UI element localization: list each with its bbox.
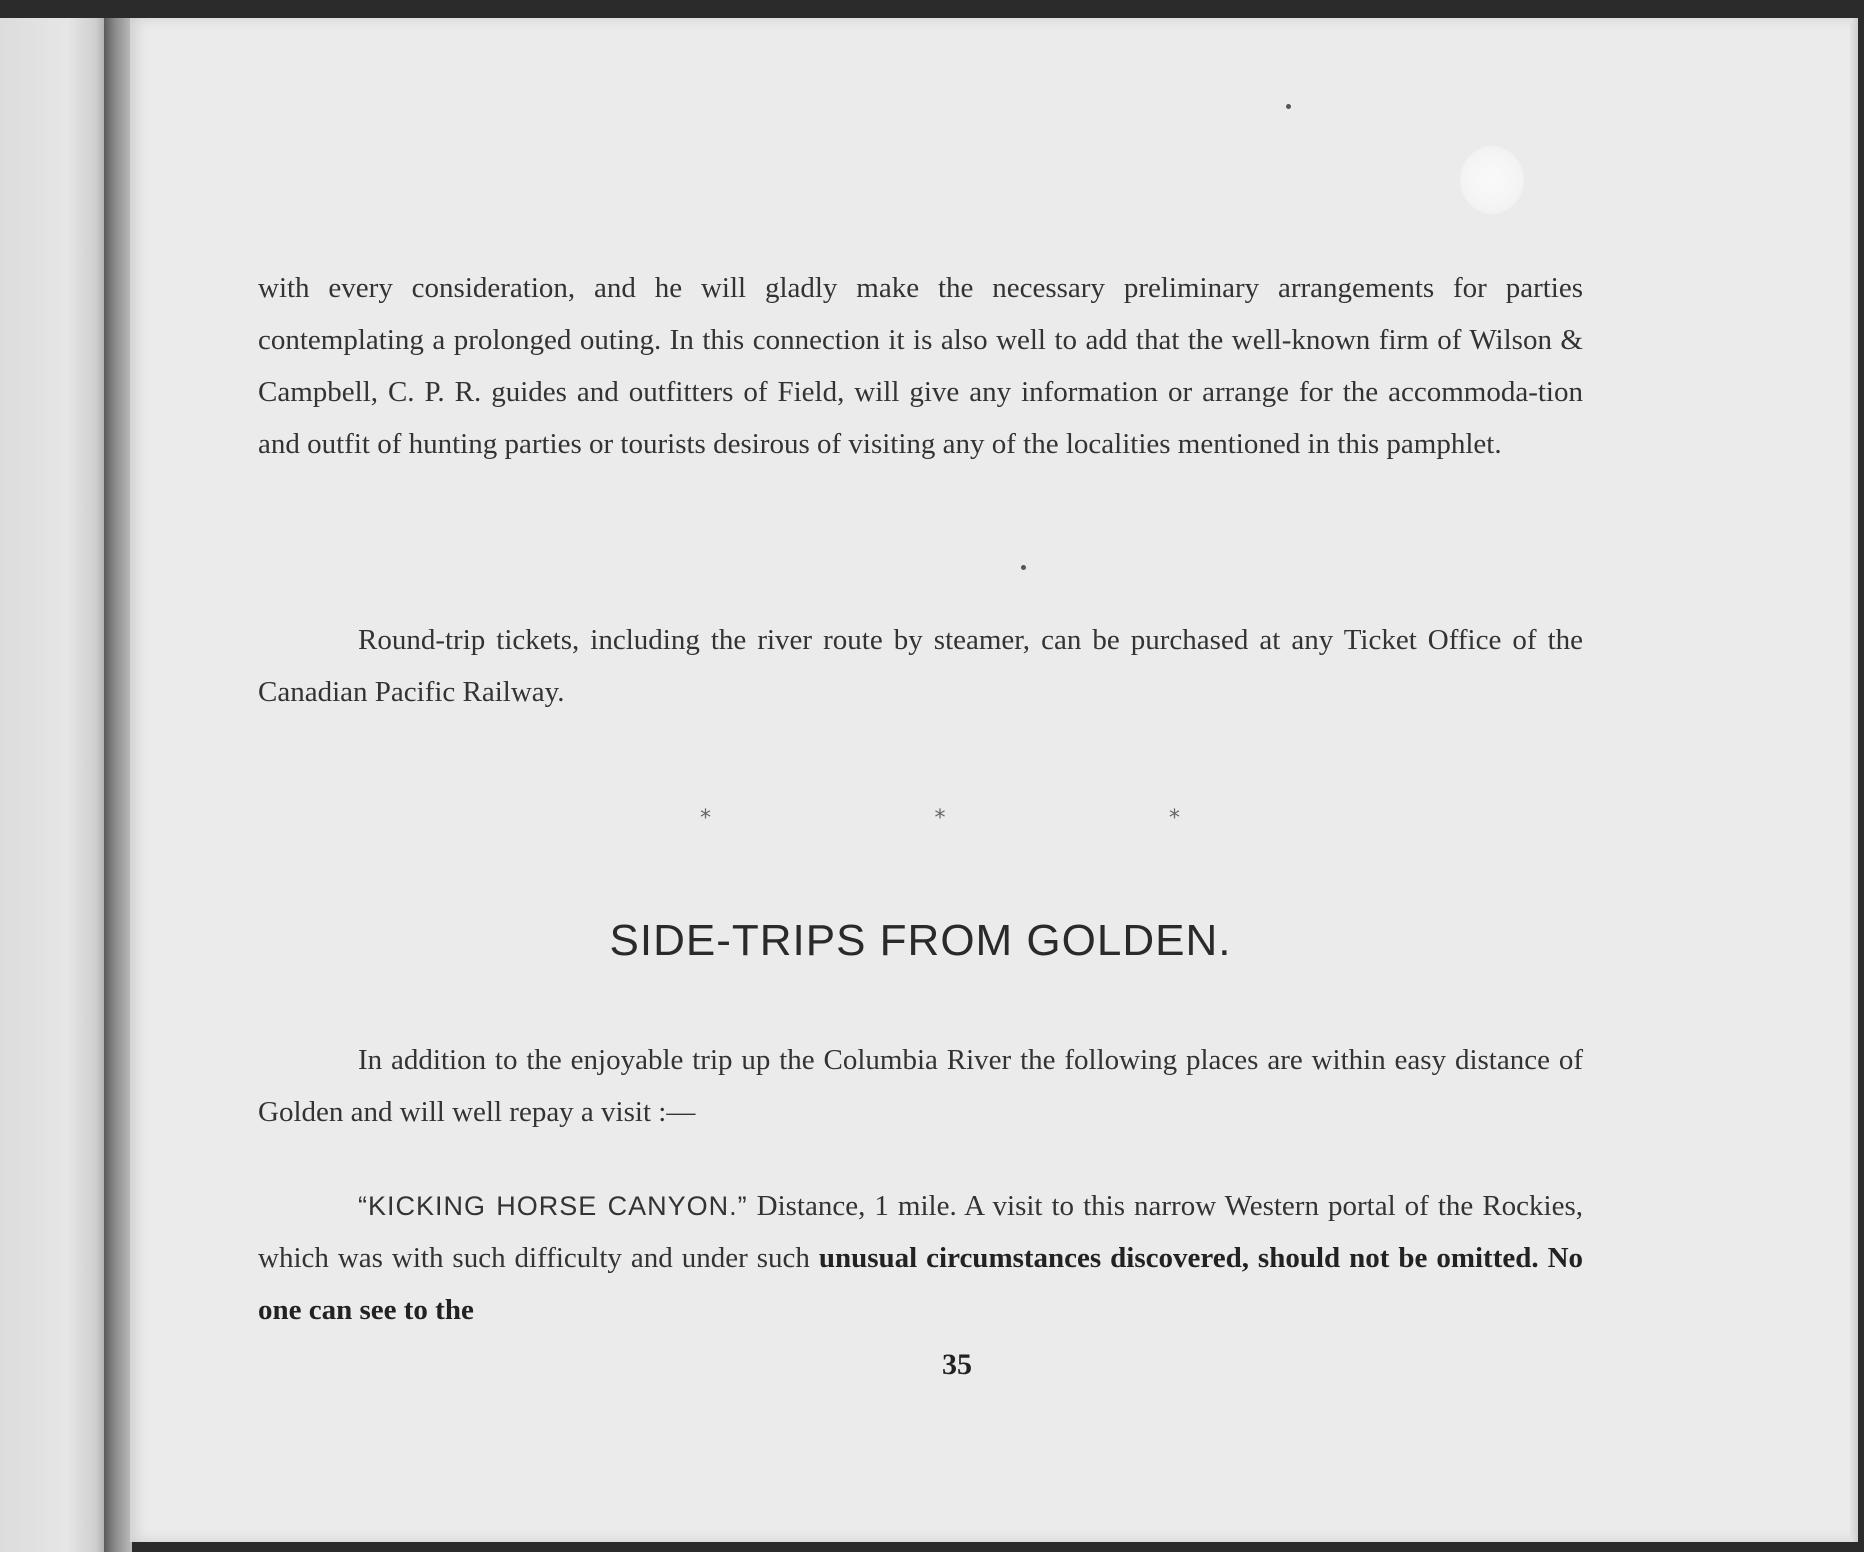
paragraph-4-text: Distance, 1 mile. A visit to this narrow Western portal of the Rockies, which was with such difficulty and under such <box>258 1190 1583 1274</box>
paragraph-kicking-horse <box>258 1180 1583 1336</box>
paragraph-1-text: with every consideration, and he will gladly make the necessary preliminary arrangements for parties contemplating a prolonged outing. In this connection it is also well to add that the well-known firm of Wilson & Campbell, C. P. R. guides and outfitters of Field, will give any information or arrange for the accommoda-tion and outfit of hunting parties or tourists desirous of visiting any of the localities mentioned in this pamphlet. <box>258 272 1583 460</box>
separator-asterisk: * <box>934 806 946 831</box>
separator-asterisk: * <box>700 806 711 831</box>
paragraph-4-bold-text: unusual circumstances discovered, should not be omitted. No one can see to the <box>258 1242 1584 1326</box>
book-spine <box>104 18 132 1552</box>
paragraph-4 <box>258 1180 1583 1336</box>
page-number: 35 <box>942 1348 972 1381</box>
left-page-edge <box>0 18 112 1552</box>
section-separator <box>700 806 1180 831</box>
paragraph-intro <box>258 1034 1583 1138</box>
place-name: “KICKING HORSE CANYON.” <box>358 1191 748 1221</box>
paragraph-continuation <box>258 262 1583 470</box>
paragraph-tickets <box>258 614 1583 718</box>
ink-speck <box>1286 104 1291 109</box>
paragraph-2-text: Round-trip tickets, including the river route by steamer, can be purchased at any Ticket Office of the Canadian Pacific Railway. <box>258 624 1583 708</box>
section-heading: SIDE-TRIPS FROM GOLDEN. <box>609 916 1232 965</box>
ink-speck <box>1021 565 1026 570</box>
separator-asterisk: * <box>1169 806 1180 831</box>
paper-blot <box>1460 146 1524 214</box>
paragraph-3-text: In addition to the enjoyable trip up the Columbia River the following places are within easy distance of Golden and will well repay a visit :— <box>258 1044 1583 1128</box>
page-right-edge <box>1850 18 1858 1542</box>
